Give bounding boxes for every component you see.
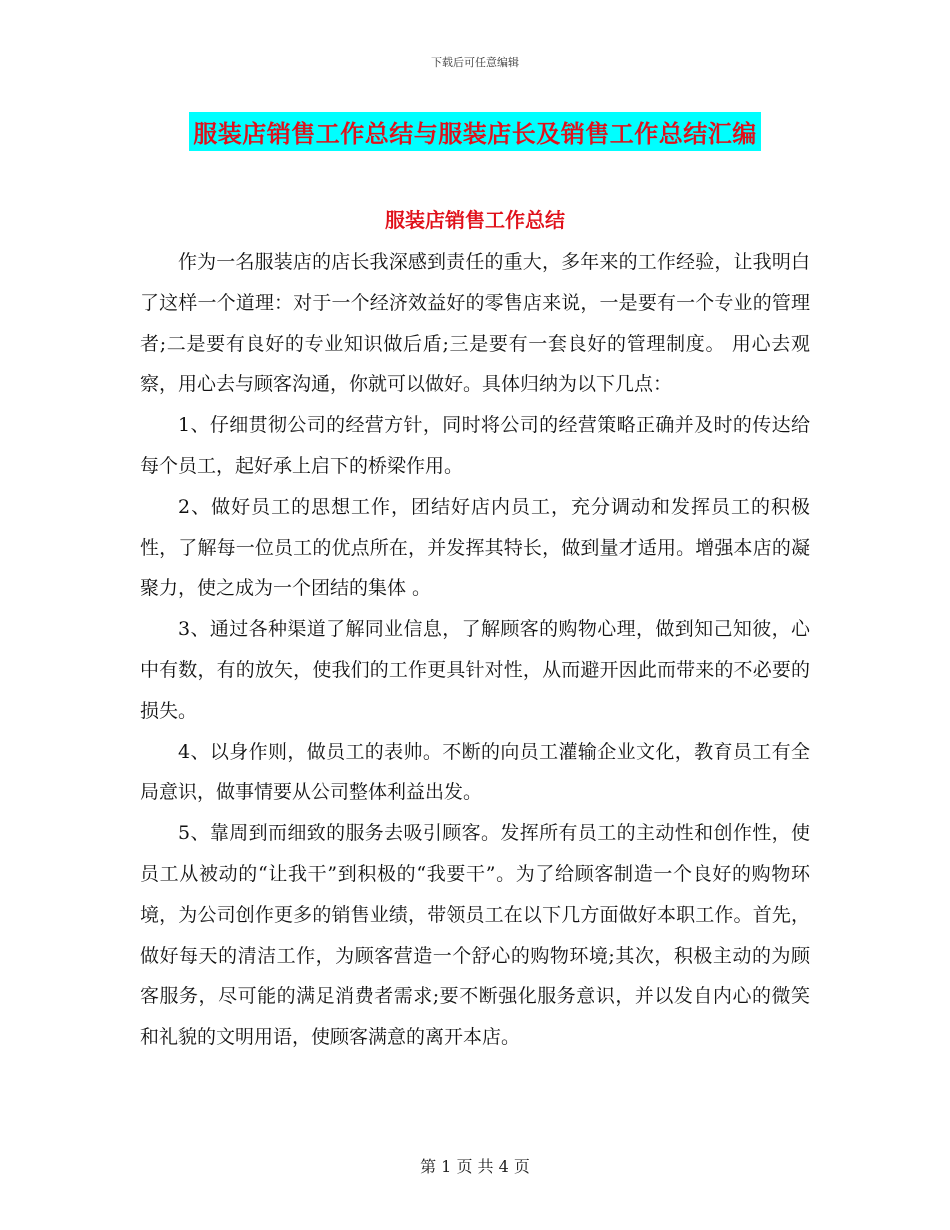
- page-footer: 第 1 页 共 4 页: [420, 1157, 530, 1176]
- paragraph: 2、做好员工的思想工作，团结好店内员工，充分调动和发挥员工的积极性，了解每一位员工的优点所在，并发挥其特长，做到量才适用。增强本店的凝聚力，使之成为一个团结的集体 。: [140, 495, 810, 600]
- paragraph: 3、通过各种渠道了解同业信息，了解顾客的购物心理，做到知己知彼，心中有数，有的放矢，使我们的工作更具针对性，从而避开因此而带来的不必要的损失。: [140, 618, 810, 722]
- main-title: 服装店销售工作总结与服装店长及销售工作总结汇编: [189, 112, 761, 151]
- section-title: 服装店销售工作总结: [385, 208, 565, 232]
- header-note: 下载后可任意编辑: [431, 56, 519, 69]
- body-text: [140, 242, 810, 1058]
- paragraph: 1、仔细贯彻公司的经营方针，同时将公司的经营策略正确并及时的传达给每个员工，起好承上启下的桥梁作用。: [140, 414, 810, 477]
- paragraph: 5、靠周到而细致的服务去吸引顾客。发挥所有员工的主动性和创作性，使员工从被动的“让我干”到积极的“我要干”。为了给顾客制造一个良好的购物环境，为公司创作更多的销售业绩，带领员工在以下几方面做好本职工作。首先，做好每天的清洁工作，为顾客营造一个舒心的购物环境;其次，积极主动的为顾客服务，尽可能的满足消费者需求;要不断强化服务意识，并以发自内心的微笑和礼貌的文明用语，使顾客满意的离开本店。: [140, 822, 810, 1049]
- paragraph: 作为一名服装店的店长我深感到责任的重大，多年来的工作经验，让我明白了这样一个道理：对于一个经济效益好的零售店来说，一是要有一个专业的管理者;二是要有良好的专业知识做后盾;三是要有一套良好的管理制度。 用心去观察，用心去与顾客沟通，你就可以做好。具体归纳为以下几点：: [140, 251, 810, 396]
- main-title-container: [0, 112, 950, 151]
- paragraph: 4、以身作则，做员工的表帅。不断的向员工灌输企业文化，教育员工有全局意识，做事情要从公司整体利益出发。: [140, 740, 810, 804]
